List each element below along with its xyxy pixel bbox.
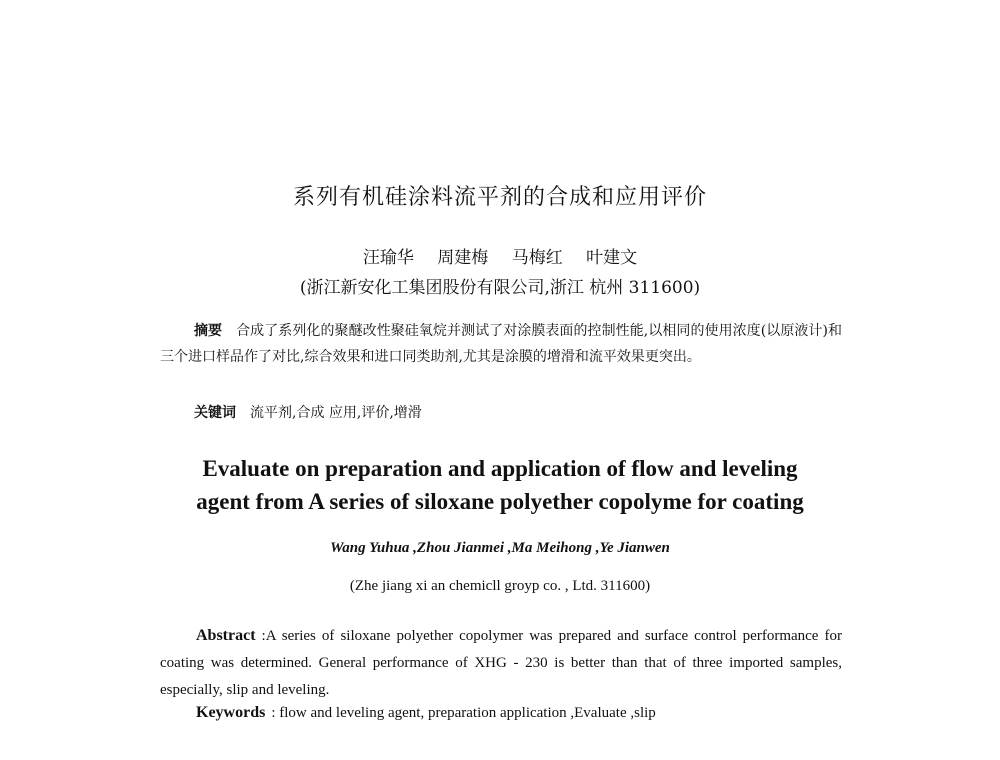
english-abstract-label: Abstract <box>196 627 256 644</box>
english-keywords-text: : flow and leveling agent, preparation application ,Evaluate ,slip <box>271 705 656 721</box>
english-keywords-label: Keywords <box>196 704 266 721</box>
english-authors: Wang Yuhua ,Zhou Jianmei ,Ma Meihong ,Ye Jianwen <box>330 540 670 556</box>
english-title-line-2: agent from A series of siloxane polyether copolyme for coating <box>196 489 804 514</box>
chinese-affiliation: (浙江新安化工集团股份有限公司,浙江 杭州 311600) <box>299 278 701 298</box>
english-keywords <box>196 704 836 722</box>
chinese-author-1: 汪瑜华 <box>362 248 414 268</box>
chinese-keywords <box>194 402 834 422</box>
english-title-line-1: Evaluate on preparation and application of flow and leveling <box>202 456 798 481</box>
chinese-author-4: 叶建文 <box>586 248 638 268</box>
chinese-author-3: 马梅红 <box>511 248 563 268</box>
chinese-abstract-text: 合成了系列化的聚醚改性聚硅氧烷并测试了对涂膜表面的控制性能,以相同的使用浓度(以原液计)和三个进口样品作了对比,综合效果和进口同类助剂,尤其是涂膜的增滑和流平效果更突出。 <box>160 323 843 365</box>
chinese-keywords-label: 关键词 <box>194 405 236 421</box>
english-affiliation: (Zhe jiang xi an chemicll groyp co. , Ltd. 311600) <box>349 578 651 594</box>
english-title <box>0 452 1000 518</box>
chinese-title: 系列有机硅涂料流平剂的合成和应用评价 <box>292 185 707 210</box>
chinese-abstract-label: 摘要 <box>194 323 223 339</box>
chinese-abstract <box>160 318 842 370</box>
english-abstract <box>160 622 842 704</box>
chinese-author-2: 周建梅 <box>437 248 489 268</box>
english-abstract-text: :A series of siloxane polyether copolymer was prepared and surface control performance for coating was determined. General performance of XHG - 230 is better than that of three imported samples, especially, slip and leveling. <box>160 628 842 698</box>
chinese-authors <box>0 243 1000 268</box>
chinese-keywords-text: 流平剂,合成 应用,评价,增滑 <box>250 405 422 421</box>
